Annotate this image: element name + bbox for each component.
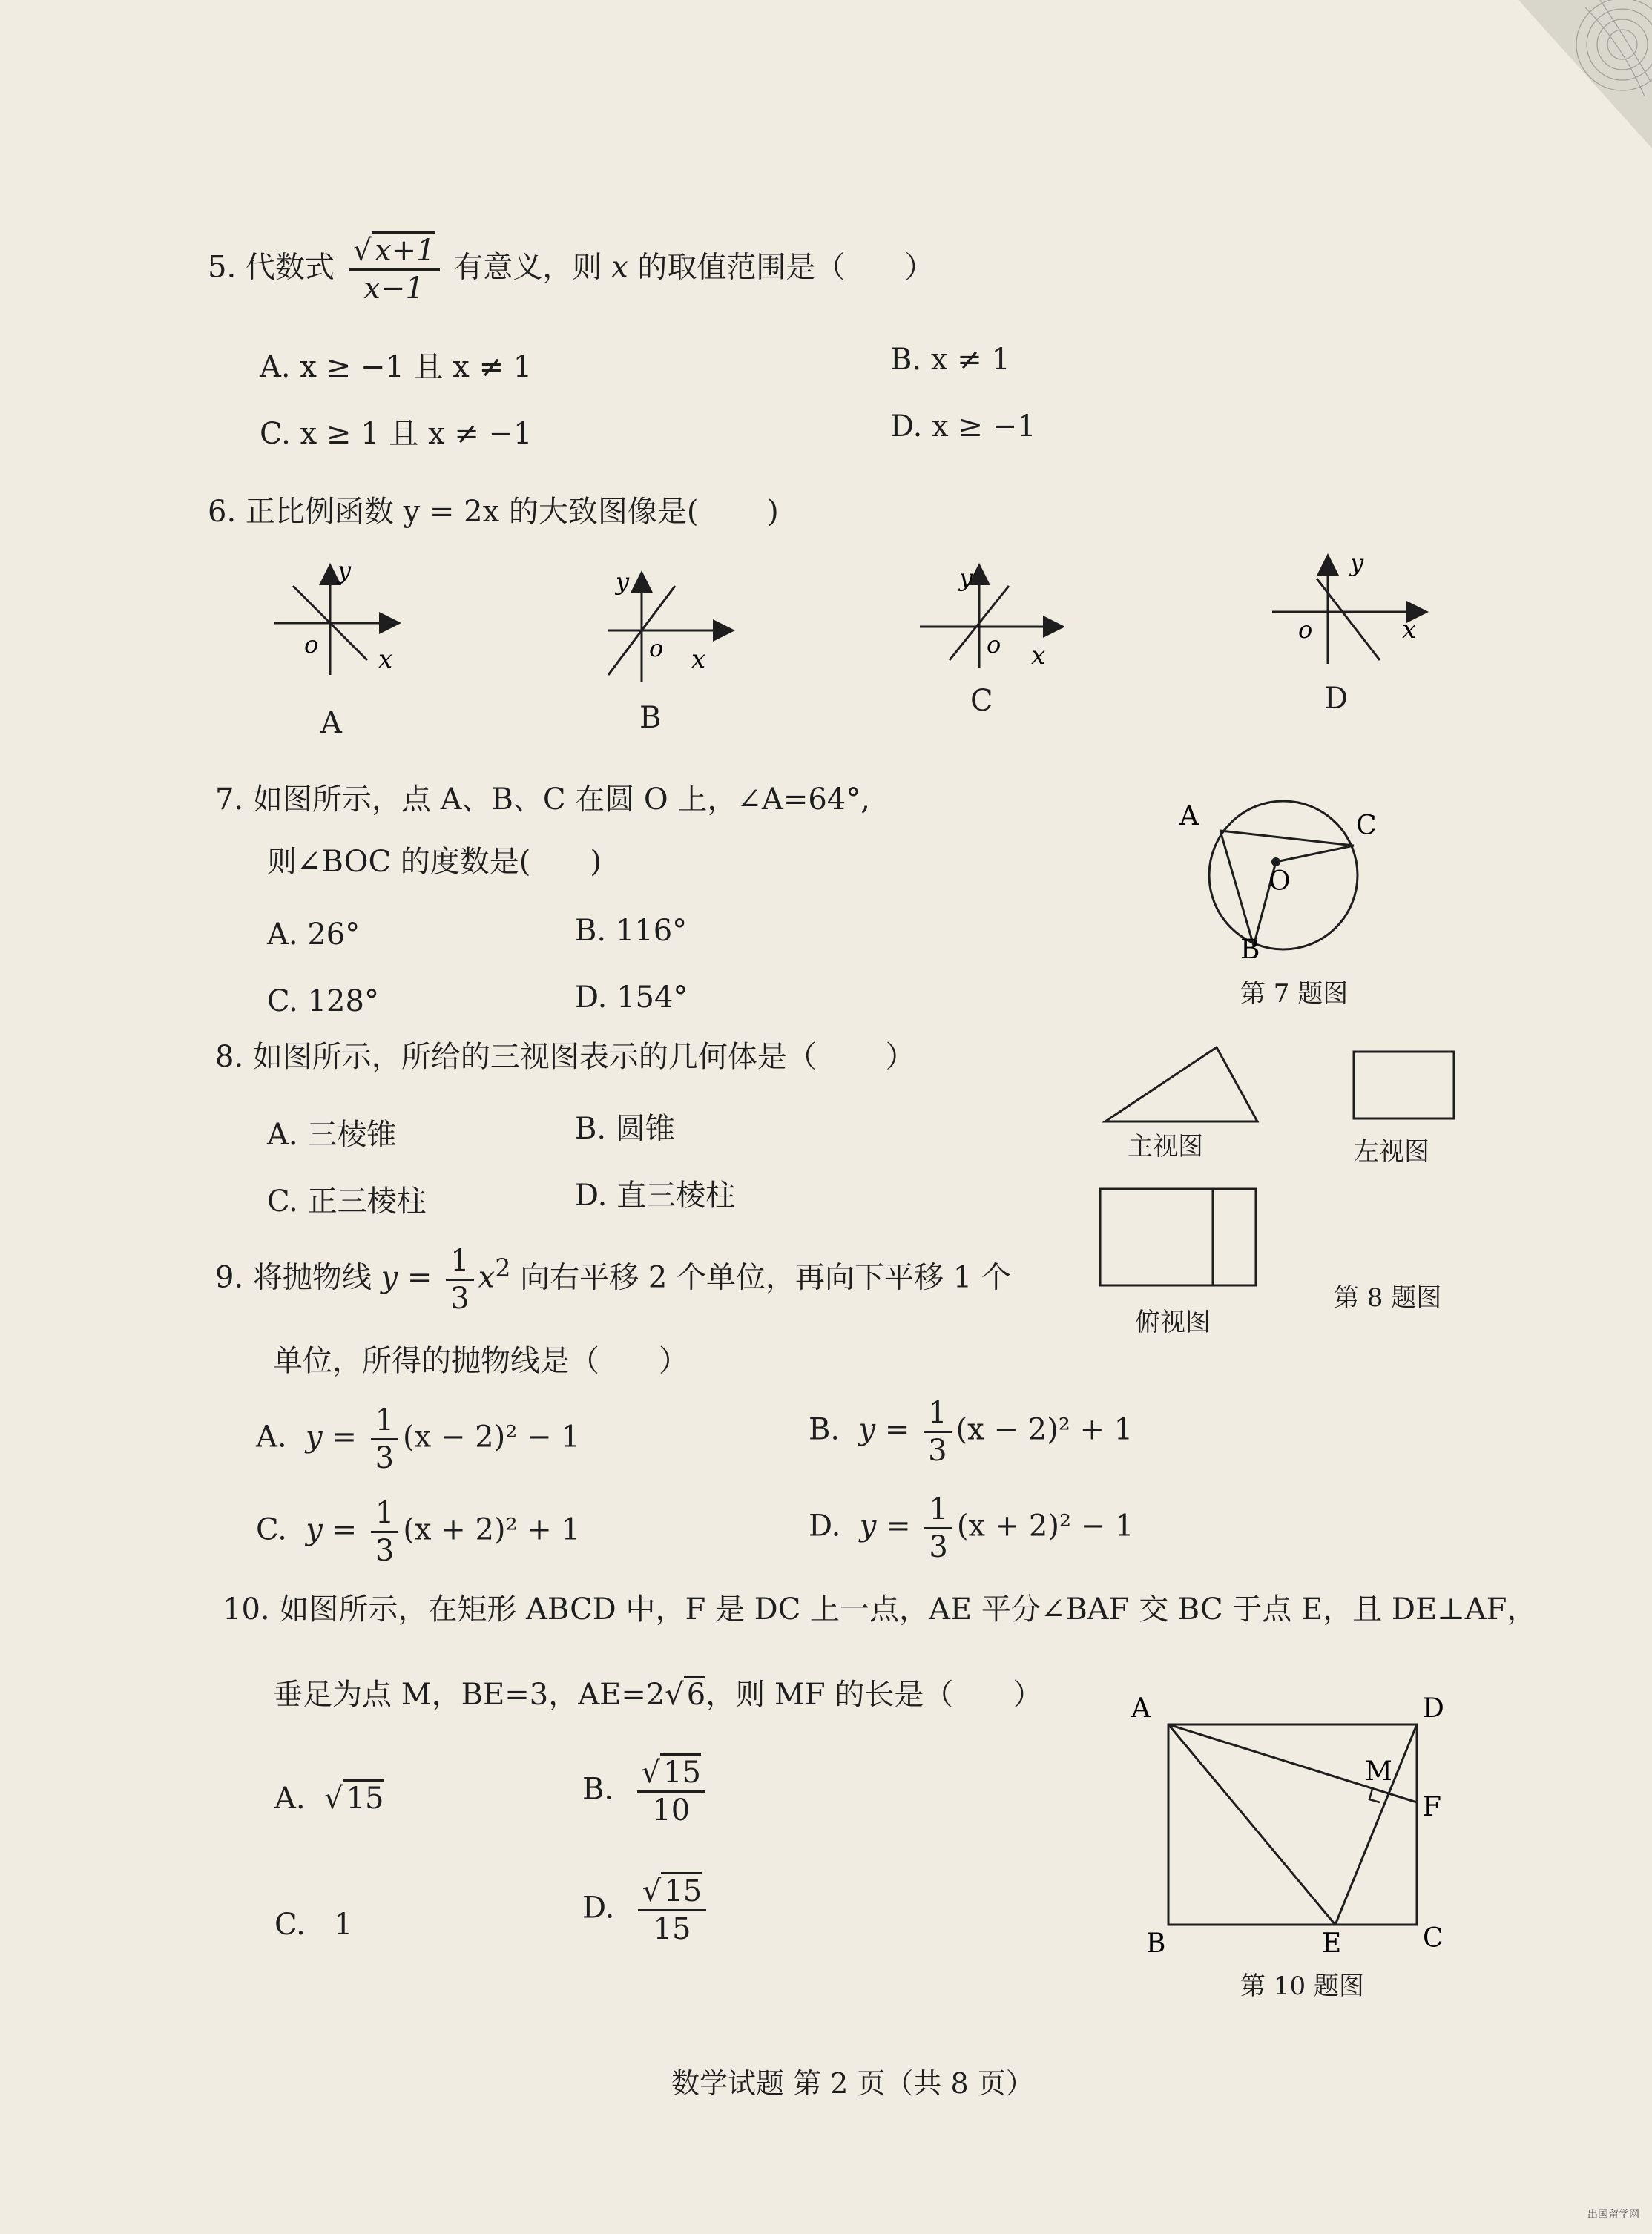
q7-figure-circle [1172,794,1402,964]
q8-left-view-label: 左视图 [1354,1137,1429,1167]
svg-text:B: B [1146,1928,1166,1959]
q10-line2-suffix: ，则 MF 的长是（ ） [705,1678,1043,1712]
q5-option-b[interactable]: B. x ≠ 1 [890,343,1010,377]
q8-left-view [1350,1046,1461,1127]
q6-label-c: C [970,684,993,718]
q5-end: 的取值范围是（ ） [637,250,935,285]
svg-text:C: C [1423,1923,1444,1954]
question-10-line-1: 10. 如图所示，在矩形 ABCD 中，F 是 DC 上一点，AE 平分∠BAF 交 BC 于点 E，且 DE⊥AF， [223,1592,1537,1627]
svg-text:o: o [304,630,319,659]
watermark-logo: 出国留学网 [1587,2209,1639,2221]
svg-text:y: y [338,556,352,584]
q10-option-d[interactable]: D. $\frac{√ 15}{15}$ [582,1877,711,1944]
question-10-line-2: 垂足为点 M，BE=3，AE=2√ 6，则 MF 的长是（ ） [273,1680,1042,1710]
svg-text:D: D [1423,1693,1444,1724]
q5-option-d[interactable]: D. x ≥ −1 [890,409,1036,444]
q10-option-b-num: 15 [660,1753,701,1790]
svg-text:o: o [649,634,664,662]
q8-figure-caption: 第 8 题图 [1334,1283,1442,1313]
q8-option-c[interactable]: C. 正三棱柱 [267,1184,427,1219]
q8-front-view-label: 主视图 [1128,1132,1203,1162]
question-6: 6. 正比例函数 y = 2x 的大致图像是( ) [208,495,779,529]
q10-option-c[interactable]: C. 1 [274,1908,353,1942]
q5-fraction: $\frac{√ x+1}{x-1}$ [349,236,440,303]
svg-text:x: x [378,645,393,674]
svg-text:x: x [1402,615,1417,645]
q6-label-b: B [639,701,662,735]
q9-option-b-expr: (x − 2)² + 1 [955,1412,1133,1447]
q10-figure-caption: 第 10 题图 [1240,1971,1364,2001]
question-8: 8. 如图所示，所给的三视图表示的几何体是（ ） [215,1040,915,1074]
q6-graph-a[interactable] [260,556,408,682]
question-9-line-2: 单位，所得的抛物线是（ ） [273,1344,688,1378]
svg-text:o: o [1298,616,1313,644]
svg-text:o: o [987,630,1001,659]
q8-front-view [1098,1038,1268,1127]
svg-text:y: y [1350,549,1364,577]
q5-prefix: 5. 代数式 [208,250,335,285]
q6-graph-c[interactable] [916,556,1064,682]
svg-text:O: O [1268,866,1291,897]
q10-figure-rectangle [1120,1684,1469,1962]
q8-option-a[interactable]: A. 三棱锥 [267,1118,397,1152]
q6-graph-b[interactable] [593,564,742,690]
q9-prefix: 9. 将抛物线 [215,1260,372,1295]
q10-option-c-value: 1 [334,1908,353,1942]
q7-option-d[interactable]: D. 154° [575,981,688,1015]
q10-option-d-num: 15 [661,1872,702,1908]
q10-line2-prefix: 垂足为点 M，BE=3，AE=2 [273,1678,665,1712]
q9-option-d[interactable]: D. y = $\frac{1}{3}$ (x + 2)² − 1 [809,1492,1134,1564]
q5-option-c[interactable]: C. x ≥ 1 且 x ≠ −1 [260,417,533,451]
svg-text:B: B [1240,935,1260,964]
svg-text:x: x [691,645,706,674]
svg-text:A: A [1179,801,1199,831]
q9-suffix: 向右平移 2 个单位，再向下平移 1 个 [520,1260,1011,1295]
q9-option-c[interactable]: C. y = $\frac{1}{3}$ (x + 2)² + 1 [256,1496,580,1568]
svg-text:F: F [1423,1792,1441,1822]
svg-text:x: x [1031,641,1046,670]
q10-option-a[interactable]: A. √ 15 [274,1784,384,1813]
question-5 [208,234,935,306]
page-footer: 数学试题 第 2 页（共 8 页） [671,2067,1034,2100]
q8-option-b[interactable]: B. 圆锥 [575,1112,675,1146]
question-7-line-1: 7. 如图所示，点 A、B、C 在圆 O 上，∠A=64°, [215,782,870,817]
q10-option-b-den: 10 [652,1793,691,1828]
svg-text:C: C [1356,811,1377,841]
q9-option-c-expr: (x + 2)² + 1 [403,1512,580,1547]
q9-option-d-expr: (x + 2)² − 1 [956,1509,1134,1543]
q8-top-view [1094,1183,1265,1294]
svg-text:M: M [1365,1756,1392,1787]
q8-top-view-label: 俯视图 [1135,1308,1211,1337]
question-9: 9. 将抛物线 y = $\frac{1}{3}$ $x^2$ 向右平移 2 个单位，再向下平移 1 个 [215,1244,1011,1316]
q9-option-b[interactable]: B. y = $\frac{1}{3}$ (x − 2)² + 1 [809,1396,1133,1468]
svg-text:y: y [959,564,973,592]
q5-mid: 有意义，则 [453,250,602,285]
q7-option-a[interactable]: A. 26° [267,917,361,952]
q5-frac-denominator: x−1 [363,271,424,306]
q5-var: x [611,250,628,285]
q9-option-a[interactable]: A. y = $\frac{1}{3}$ (x − 2)² − 1 [256,1403,580,1475]
svg-text:y: y [616,567,630,596]
q10-option-a-value: 15 [343,1779,384,1816]
q5-option-a[interactable]: A. x ≥ −1 且 x ≠ 1 [260,350,533,384]
q8-option-d[interactable]: D. 直三棱柱 [575,1179,736,1213]
q6-graph-d[interactable] [1261,549,1432,668]
q7-figure-caption: 第 7 题图 [1240,979,1349,1009]
q6-label-a: A [320,706,342,740]
q10-option-d-den: 15 [653,1912,691,1946]
svg-text:A: A [1131,1693,1151,1724]
q10-option-b[interactable]: B. $\frac{√ 15}{10}$ [582,1758,710,1825]
q5-frac-numerator: x+1 [372,231,435,268]
q9-option-a-expr: (x − 2)² − 1 [403,1420,580,1454]
q10-line2-sqrt: 6 [684,1676,705,1712]
question-7-line-2: 则∠BOC 的度数是( ) [267,845,602,879]
q7-option-b[interactable]: B. 116° [575,914,688,948]
q6-label-d: D [1324,682,1349,716]
corner-ornament-icon [1474,0,1652,178]
q7-option-c[interactable]: C. 128° [267,984,379,1018]
svg-text:E: E [1322,1928,1342,1959]
